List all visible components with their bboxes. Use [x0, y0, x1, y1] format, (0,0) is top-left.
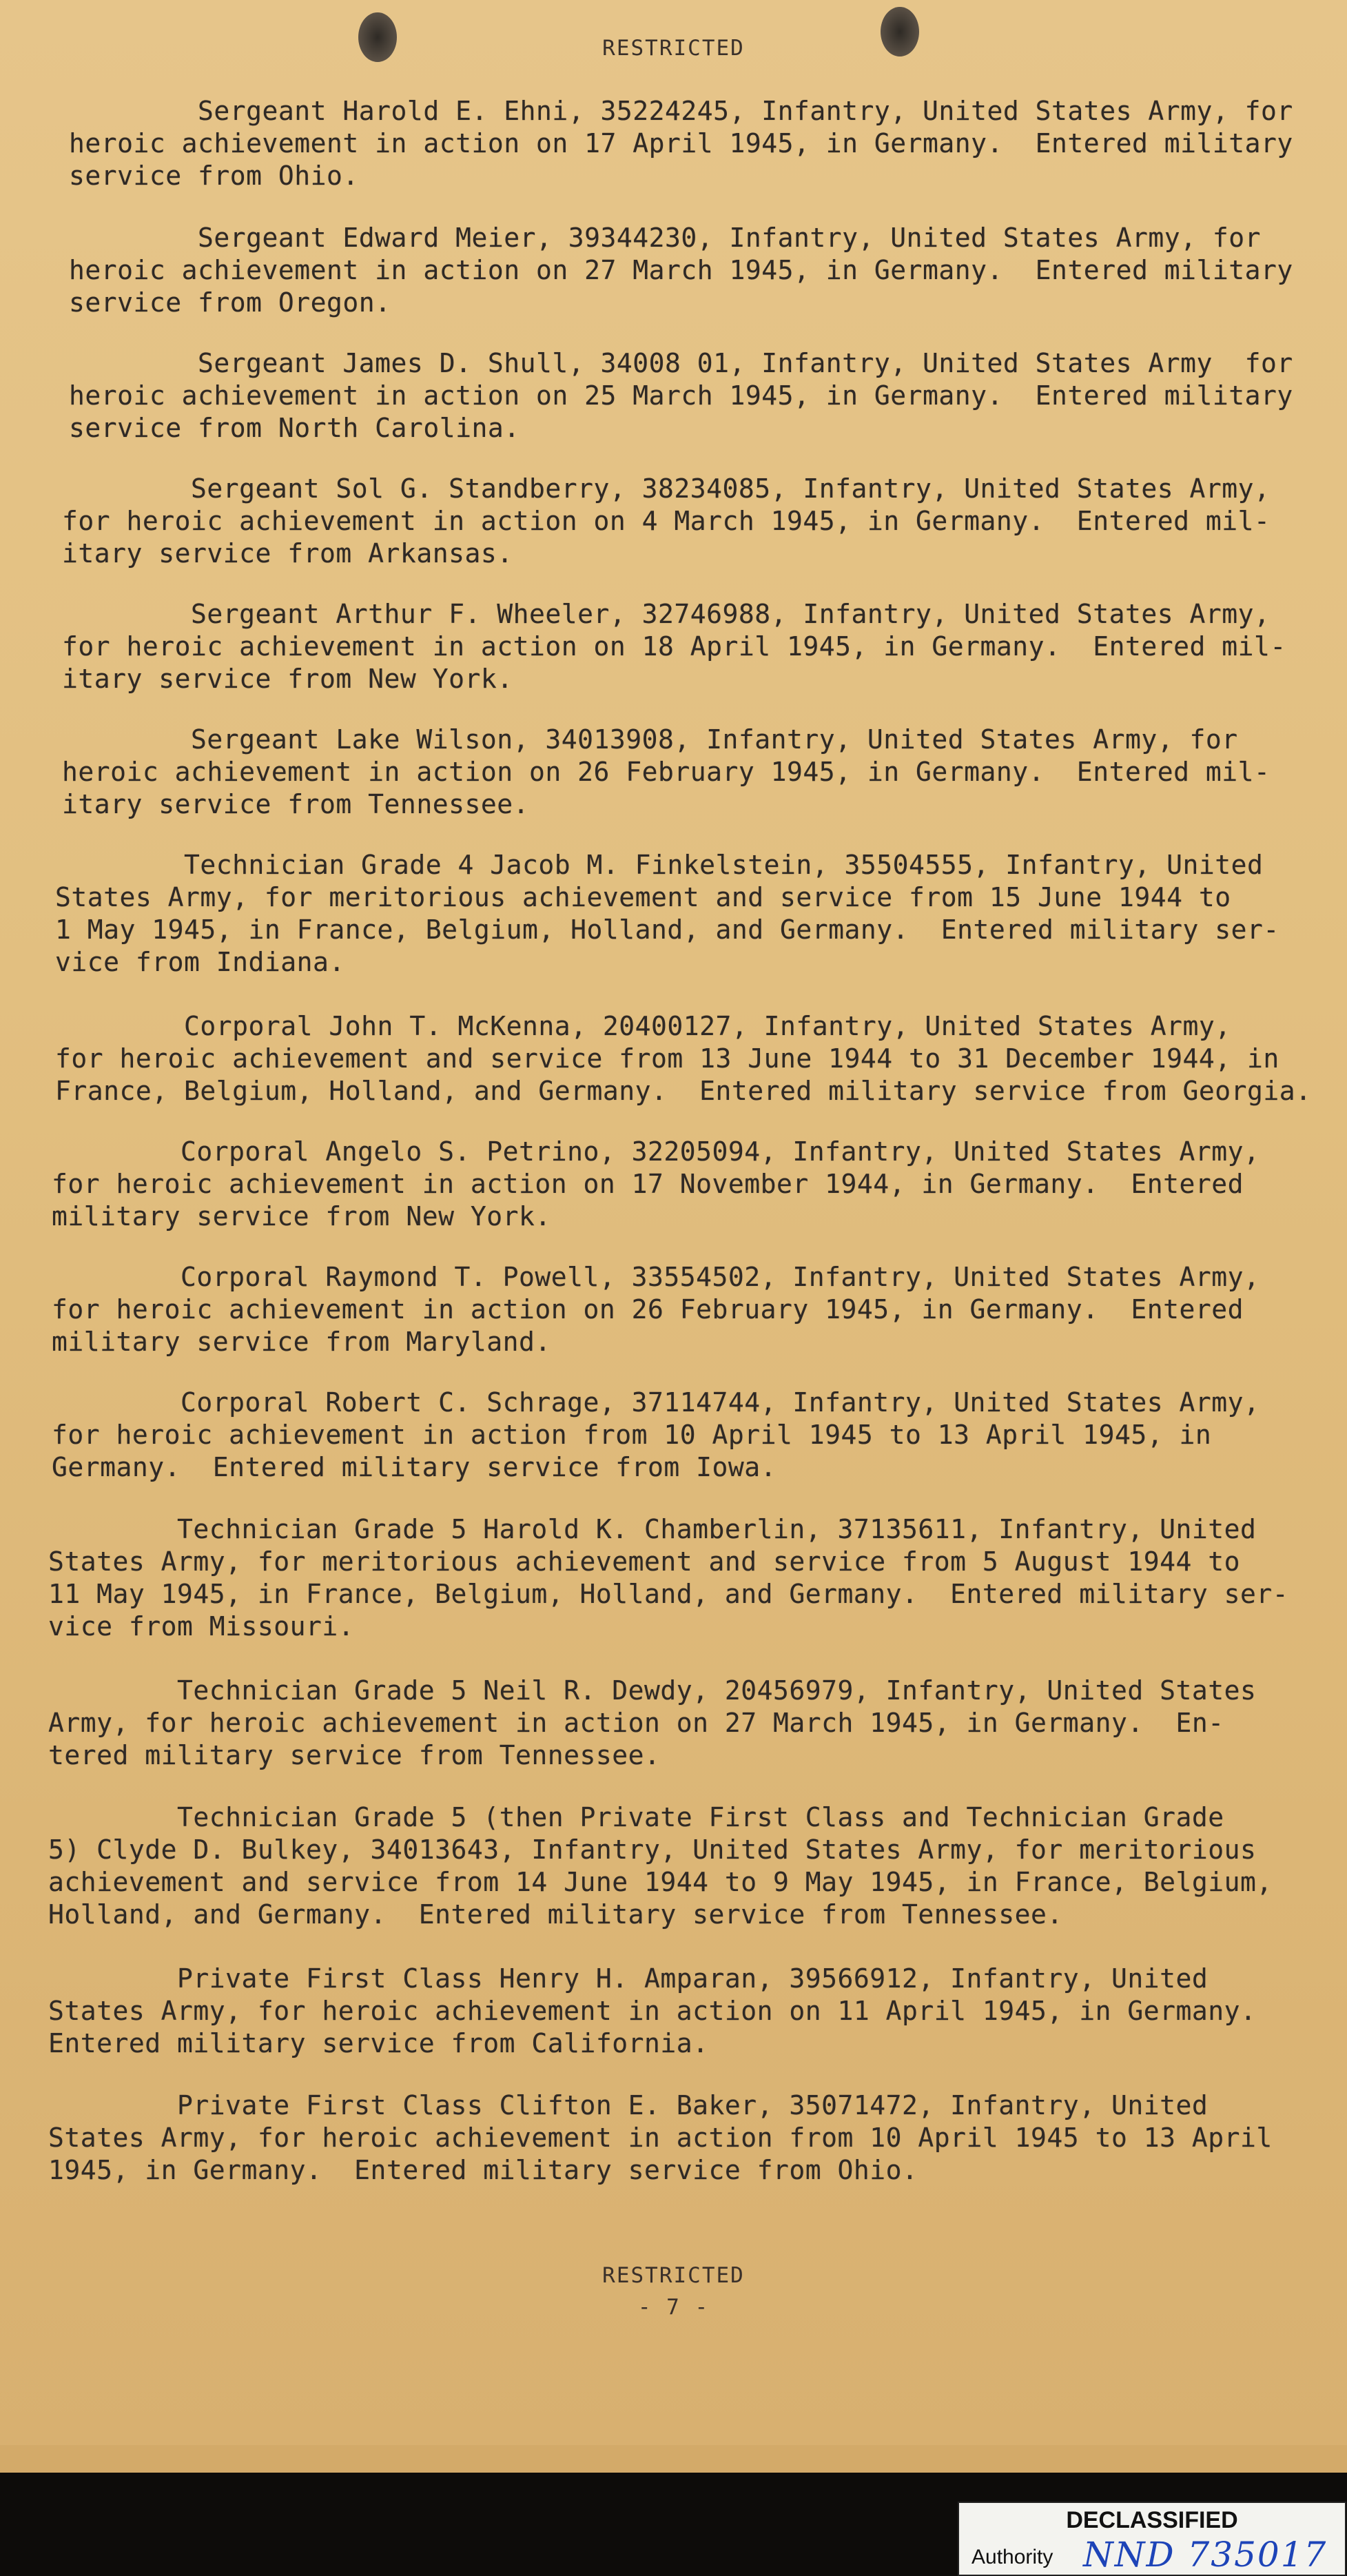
citation-line: Holland, and Germany. Entered military service from Tennessee.: [48, 1899, 1063, 1930]
citation-entry: [48, 1963, 1344, 2060]
paper-bottom-edge: [0, 2445, 1347, 2473]
citation-entry: [52, 1387, 1347, 1484]
citation-entry: [62, 473, 1347, 570]
citation-line: for heroic achievement in action on 18 April 1945, in Germany. Entered mil-: [62, 631, 1286, 662]
citation-line: States Army, for meritorious achievement and service from 5 August 1944 to: [48, 1546, 1240, 1577]
citation-line: Technician Grade 5 Harold K. Chamberlin, 37135611, Infantry, United: [48, 1514, 1257, 1544]
citation-line: itary service from New York.: [62, 664, 513, 694]
citation-line: Technician Grade 4 Jacob M. Finkelstein, 35504555, Infantry, United: [55, 850, 1264, 880]
authority-label: Authority: [971, 2546, 1053, 2568]
citation-line: itary service from Arkansas.: [62, 538, 513, 569]
citation-entry: [48, 1801, 1344, 1931]
citation-entry: [52, 1261, 1347, 1358]
citation-entry: [55, 849, 1347, 979]
citation-line: France, Belgium, Holland, and Germany. Entered military service from Georgia.: [55, 1076, 1312, 1106]
citation-line: Germany. Entered military service from Iowa.: [52, 1452, 777, 1482]
citation-line: heroic achievement in action on 27 March 1945, in Germany. Entered military: [69, 255, 1293, 285]
citation-entry: [48, 1513, 1344, 1643]
citation-line: States Army, for heroic achievement in action from 10 April 1945 to 13 April: [48, 2123, 1273, 2153]
citation-line: States Army, for meritorious achievement and service from 15 June 1944 to: [55, 882, 1231, 912]
citation-line: 1 May 1945, in France, Belgium, Holland, and Germany. Entered military ser-: [55, 914, 1279, 945]
citation-line: Sergeant James D. Shull, 34008 01, Infantry, United States Army for: [69, 348, 1293, 378]
citation-line: military service from Maryland.: [52, 1327, 551, 1357]
citation-line: heroic achievement in action on 17 April 1945, in Germany. Entered military: [69, 128, 1293, 159]
citation-line: for heroic achievement and service from 13 June 1944 to 31 December 1944, in: [55, 1043, 1279, 1074]
declassified-title: DECLASSIFIED: [1066, 2507, 1238, 2533]
citation-line: 5) Clyde D. Bulkey, 34013643, Infantry, United States Army, for meritorious: [48, 1834, 1257, 1865]
citation-entry: [69, 222, 1347, 319]
citation-line: Corporal Robert C. Schrage, 37114744, Infantry, United States Army,: [52, 1387, 1260, 1418]
citation-line: heroic achievement in action on 25 March 1945, in Germany. Entered military: [69, 380, 1293, 411]
citation-entry: [69, 95, 1347, 192]
citation-entry: [55, 1010, 1347, 1107]
citation-line: vice from Indiana.: [55, 947, 345, 977]
citation-entry: [62, 598, 1347, 695]
citation-line: service from Oregon.: [69, 287, 391, 318]
citation-line: heroic achievement in action on 26 February 1945, in Germany. Entered mil-: [62, 757, 1271, 787]
citation-line: 1945, in Germany. Entered military service from Ohio.: [48, 2155, 918, 2185]
citation-line: States Army, for heroic achievement in action on 11 April 1945, in Germany.: [48, 1996, 1257, 2026]
citation-line: Sergeant Sol G. Standberry, 38234085, Infantry, United States Army,: [62, 473, 1271, 504]
citation-line: tered military service from Tennessee.: [48, 1740, 661, 1770]
citation-entry: [69, 347, 1347, 444]
citation-line: Technician Grade 5 Neil R. Dewdy, 20456979, Infantry, United States: [48, 1675, 1257, 1706]
citation-line: achievement and service from 14 June 1944 to 9 May 1945, in France, Belgium,: [48, 1867, 1273, 1897]
citation-line: 11 May 1945, in France, Belgium, Holland, and Germany. Entered military ser-: [48, 1579, 1289, 1609]
citation-line: Sergeant Edward Meier, 39344230, Infantry, United States Army, for: [69, 223, 1261, 253]
citation-line: Army, for heroic achievement in action on 27 March 1945, in Germany. En-: [48, 1708, 1224, 1738]
citation-line: service from North Carolina.: [69, 413, 520, 443]
citation-line: for heroic achievement in action on 17 November 1944, in Germany. Entered: [52, 1169, 1244, 1199]
citation-line: Technician Grade 5 (then Private First Class and Technician Grade: [48, 1802, 1224, 1832]
citation-line: service from Ohio.: [69, 161, 359, 191]
citation-line: Entered military service from California.: [48, 2028, 709, 2058]
citation-line: vice from Missouri.: [48, 1611, 355, 1642]
citation-line: Corporal Angelo S. Petrino, 32205094, Infantry, United States Army,: [52, 1136, 1260, 1167]
citation-line: Corporal Raymond T. Powell, 33554502, Infantry, United States Army,: [52, 1262, 1260, 1292]
citation-line: Corporal John T. McKenna, 20400127, Infantry, United States Army,: [55, 1011, 1231, 1041]
citation-line: for heroic achievement in action on 4 March 1945, in Germany. Entered mil-: [62, 506, 1271, 536]
citation-entry: [62, 724, 1347, 821]
declassified-stamp: [958, 2502, 1346, 2576]
authority-value: NND 735017: [1083, 2535, 1328, 2575]
citation-line: Private First Class Clifton E. Baker, 35071472, Infantry, United: [48, 2090, 1209, 2120]
classification-footer: RESTRICTED: [602, 2263, 745, 2288]
citation-line: Sergeant Harold E. Ehni, 35224245, Infantry, United States Army, for: [69, 96, 1293, 126]
citation-line: for heroic achievement in action from 10 April 1945 to 13 April 1945, in: [52, 1420, 1212, 1450]
citation-line: Private First Class Henry H. Amparan, 39566912, Infantry, United: [48, 1963, 1209, 1994]
classification-header: RESTRICTED: [602, 36, 745, 61]
citation-line: military service from New York.: [52, 1201, 551, 1231]
citation-entry: [48, 1675, 1344, 1772]
citation-line: Sergeant Arthur F. Wheeler, 32746988, Infantry, United States Army,: [62, 599, 1271, 629]
citation-line: Sergeant Lake Wilson, 34013908, Infantry, United States Army, for: [62, 724, 1238, 755]
page-number: - 7 -: [637, 2295, 710, 2320]
citation-line: itary service from Tennessee.: [62, 789, 529, 819]
citation-entry: [52, 1136, 1347, 1233]
citation-line: for heroic achievement in action on 26 February 1945, in Germany. Entered: [52, 1294, 1244, 1325]
citation-entry: [48, 2089, 1344, 2187]
